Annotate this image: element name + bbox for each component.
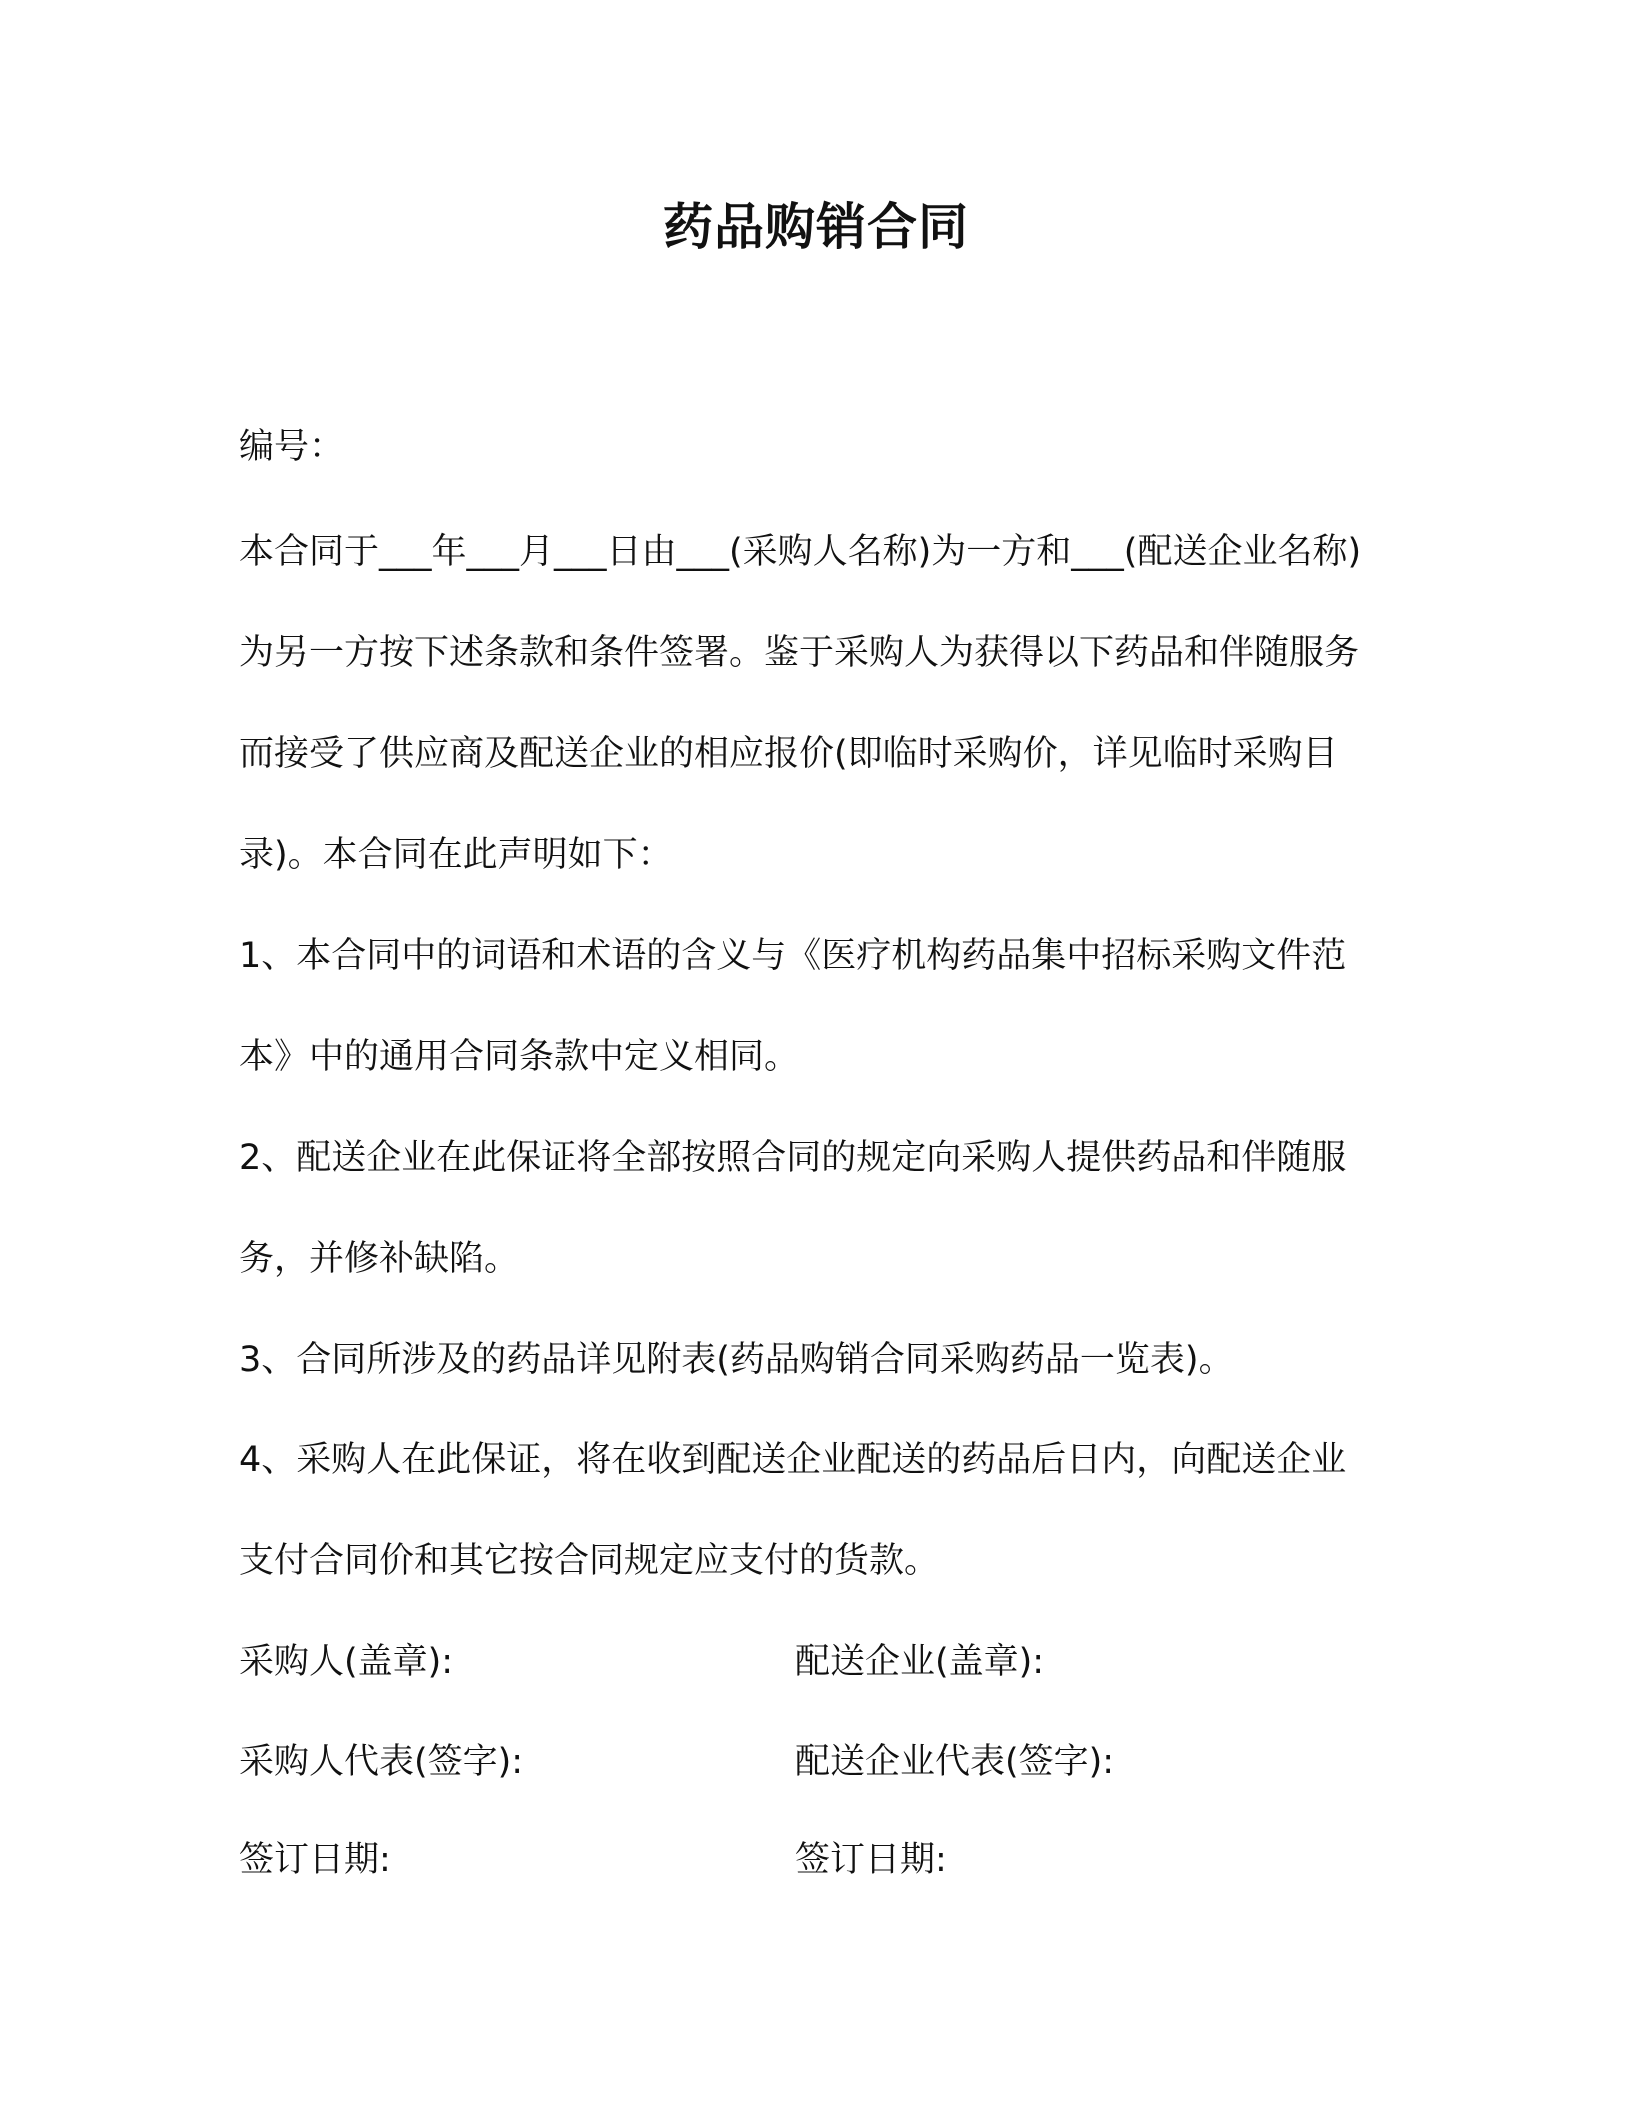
signature-row-date	[239, 1830, 1379, 1890]
signature-row-representative	[239, 1732, 1379, 1792]
clause-2: 2、配送企业在此保证将全部按照合同的规定向采购人提供药品和伴随服务，并修补缺陷。	[239, 1138, 1347, 1279]
distributor-rep-label: 配送企业代表(签字):	[795, 1742, 1115, 1782]
signature-row-seal	[239, 1632, 1379, 1692]
purchaser-date-label: 签订日期:	[239, 1840, 391, 1880]
document-title: 药品购销合同	[663, 198, 969, 256]
distributor-seal-label: 配送企业(盖章):	[795, 1642, 1045, 1682]
distributor-date-label: 签订日期:	[795, 1840, 947, 1880]
purchaser-rep-label: 采购人代表(签字):	[239, 1742, 524, 1782]
clause-3: 3、合同所涉及的药品详见附表(药品购销合同采购药品一览表)。	[239, 1340, 1234, 1380]
contract-number-label: 编号：	[239, 427, 345, 467]
intro-paragraph: 本合同于___年___月___日由___(采购人名称)为一方和___(配送企业名称)为另一方按下述条款和条件签署。鉴于采购人为获得以下药品和伴随服务而接受了供应商及配送企业的相应报价(即临时采购价，详见临时采购目录)。本合同在此声明如下：	[239, 532, 1362, 875]
clause-4: 4、采购人在此保证，将在收到配送企业配送的药品后日内，向配送企业支付合同价和其它按合同规定应支付的货款。	[239, 1440, 1347, 1581]
purchaser-seal-label: 采购人(盖章):	[239, 1642, 454, 1682]
clause-1: 1、本合同中的词语和术语的含义与《医疗机构药品集中招标采购文件范本》中的通用合同条款中定义相同。	[239, 936, 1347, 1077]
